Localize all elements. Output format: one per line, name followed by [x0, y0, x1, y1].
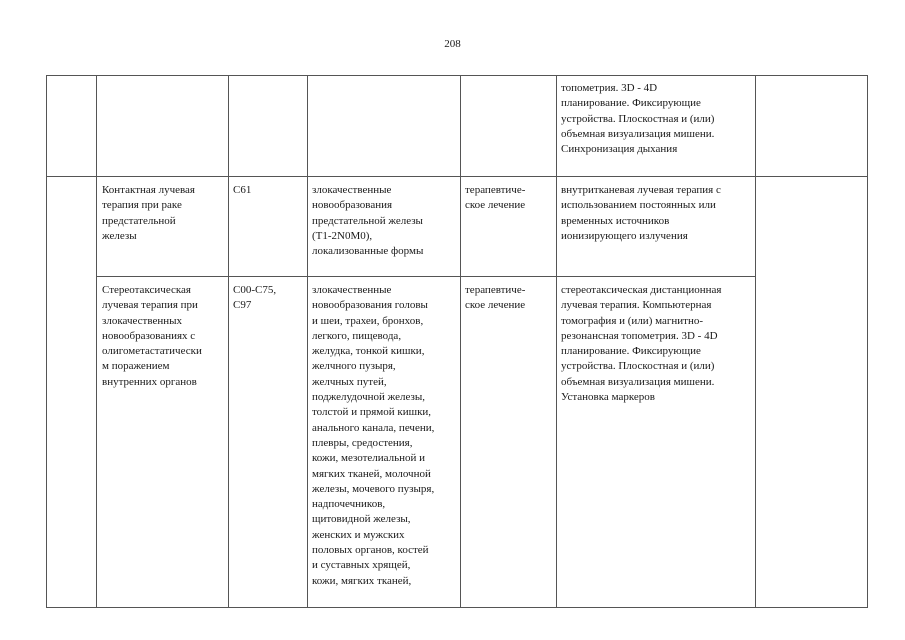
table-cell-model: злокачественные новообразования головы и шеи, трахеи, бронхов, легкого, пищевода, желудка, тонкой кишки, желчного пузыря, желчных путей, поджелудочной железы, толстой и прямой кишки, анального канала, печени, плевры, средостения, кожи, мезотелиальной и мягких тканей, молочной железы, мочевого пузыря, надпочечников, щитовидной железы, женских и мужских половых органов, костей и суставных хрящей, кожи, мягких тканей, [312, 284, 435, 587]
column-divider [556, 75, 557, 608]
table-border-top [46, 75, 868, 76]
row-divider [96, 276, 755, 277]
column-divider [755, 75, 756, 608]
table-cell-treatment: терапевтиче- ское лечение [465, 284, 526, 312]
table-border-bottom [46, 607, 868, 608]
table-border-right [867, 75, 868, 608]
table-cell-method: топометрия. 3D - 4D планирование. Фиксирующие устройства. Плоскостная и (или) объемная визуализация мишени. Синхронизация дыхания [561, 82, 715, 156]
table-cell-name: Контактная лучевая терапия при раке предстательной железы [102, 184, 195, 242]
table-cell-name: Стереотаксическая лучевая терапия при злокачественных новообразованиях с олигометастатически м поражением внутренних органов [102, 284, 202, 388]
table-cell-icd: C00-C75, C97 [233, 284, 277, 312]
row-divider [46, 176, 868, 177]
table-cell-icd: C61 [233, 184, 252, 196]
column-divider [460, 75, 461, 608]
table-cell-model: злокачественные новообразования предстательной железы (T1-2N0M0), локализованные формы [312, 184, 424, 258]
table-cell-method: внутритканевая лучевая терапия с использованием постоянных или временных источников ионизирующего излучения [561, 184, 721, 242]
column-divider [228, 75, 229, 608]
table-cell-treatment: терапевтиче- ское лечение [465, 184, 526, 212]
column-divider [46, 75, 47, 608]
column-divider [96, 75, 97, 608]
page-number: 208 [444, 38, 461, 50]
column-divider [307, 75, 308, 608]
table-cell-method: стереотаксическая дистанционная лучевая терапия. Компьютерная томография и (или) магнитно- резонансная топометрия. 3D - 4D планирование. Фиксирующие устройства. Плоскостная и (или) объемная визуализация мишени. Установка маркеров [561, 284, 722, 404]
